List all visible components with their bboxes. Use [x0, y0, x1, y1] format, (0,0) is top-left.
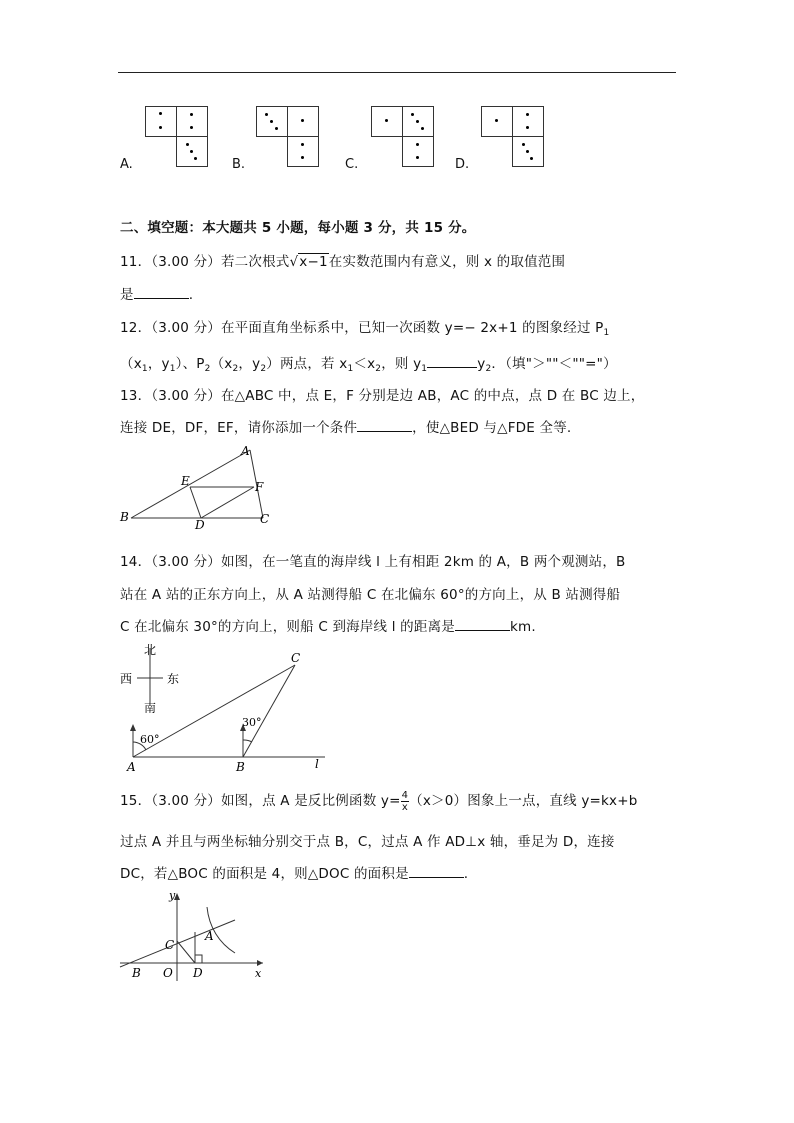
axis-y-label: y	[169, 889, 176, 902]
angle-60-label: 60°	[140, 733, 160, 746]
section-heading: 二、填空题：本大题共 5 小题，每小题 3 分，共 15 分。	[120, 220, 476, 236]
label-D: D	[193, 966, 203, 980]
question-12-line2: （$x_1$，$y_1$）、$P_2(x_2$，$y_2$）两点，若 $x_1<x_2$，则 $y_1$ $y_2$．（填"＞""＜""="）	[120, 356, 617, 374]
option-c-label: C.	[345, 157, 359, 172]
question-11-line1: 11．（3.00 分）若二次根式√x−1在实数范围内有意义，则 x 的取值范围	[120, 254, 566, 270]
label-E: E	[181, 474, 190, 488]
compass-west: 西	[120, 672, 133, 686]
question-14-line1: 14．（3.00 分）如图，在一笔直的海岸线 l 上有相距 2km 的 A，B 两个观测站，B	[120, 554, 626, 570]
question-12-line1: 12．（3.00 分）在平面直角坐标系中，已知一次函数 y=− 2x+1 的图象经过 $P_1$	[120, 320, 610, 338]
label-D: D	[195, 518, 205, 532]
figure-15-coordinate	[115, 885, 275, 985]
label-C: C	[165, 938, 175, 952]
label-O: O	[163, 966, 173, 980]
header-rule	[118, 72, 676, 73]
label-B: B	[132, 966, 141, 980]
label-C: C	[291, 651, 301, 665]
die-face	[176, 106, 208, 137]
question-13-line2: 连接 DE，DF，EF，请你添加一个条件 ，使△BED 与△FDE 全等.	[120, 420, 572, 436]
compass-east: 东	[167, 672, 180, 686]
question-13-line1: 13．（3.00 分）在△ABC 中，点 E，F 分别是边 AB，AC 的中点，点 D 在 BC 边上，	[120, 388, 645, 404]
label-C: C	[260, 512, 270, 526]
answer-blank[interactable]	[455, 618, 510, 631]
label-A: A	[241, 445, 250, 458]
die-face	[287, 136, 319, 167]
answer-blank[interactable]	[134, 286, 189, 299]
compass-north: 北	[144, 643, 157, 657]
question-14-line2: 站在 A 站的正东方向上，从 A 站测得船 C 在北偏东 60°的方向上，从 B 站测得船	[120, 587, 621, 603]
label-l: l	[315, 757, 319, 771]
label-F: F	[255, 480, 264, 494]
question-15-line1: 15．（3.00 分）如图，点 A 是反比例函数 y= $\frac{4}{x}(x>0)$图象上一点，直线 y=kx+b	[120, 789, 638, 813]
compass-south: 南	[144, 701, 157, 715]
question-14-line3: C 在北偏东 30°的方向上，则船 C 到海岸线 l 的距离是 km.	[120, 619, 536, 635]
die-face	[256, 106, 288, 137]
figure-13-triangle	[115, 445, 285, 533]
die-face	[371, 106, 403, 137]
die-face	[512, 136, 544, 167]
option-b-label: B.	[232, 157, 246, 172]
label-B: B	[236, 760, 245, 774]
label-B: B	[120, 510, 129, 524]
question-15-line2: 过点 A 并且与两坐标轴分别交于点 B，C，过点 A 作 AD⊥x 轴，垂足为 D，连接	[120, 834, 615, 850]
die-face	[287, 106, 319, 137]
angle-30-label: 30°	[242, 716, 262, 729]
die-face	[402, 106, 434, 137]
die-face	[481, 106, 513, 137]
figure-14-bearing	[115, 640, 335, 775]
option-a-label: A.	[120, 157, 133, 172]
axis-x-label: x	[255, 967, 262, 980]
die-face	[176, 136, 208, 167]
die-face	[145, 106, 177, 137]
label-A: A	[127, 760, 136, 774]
answer-blank[interactable]	[409, 865, 464, 878]
answer-blank[interactable]	[427, 355, 477, 368]
option-d-label: D.	[455, 157, 470, 172]
die-face	[402, 136, 434, 167]
die-face	[512, 106, 544, 137]
question-15-line3: DC，若△BOC 的面积是 4，则△DOC 的面积是 .	[120, 866, 469, 882]
question-11-line2: 是 .	[120, 287, 194, 303]
answer-blank[interactable]	[357, 419, 412, 432]
label-A: A	[205, 929, 214, 943]
